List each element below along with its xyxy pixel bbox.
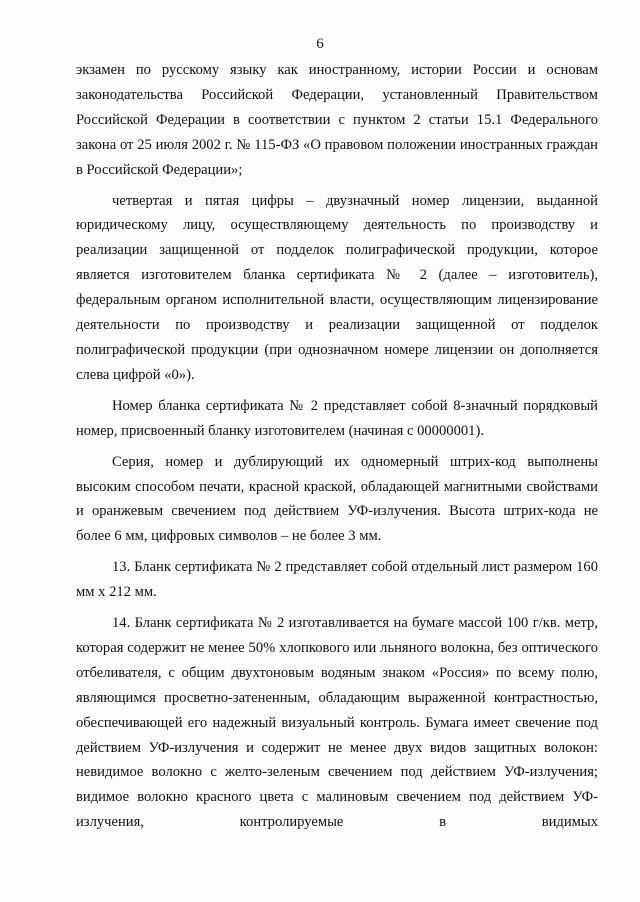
paragraph-exam-continuation: экзамен по русскому языку как иностранному, истории России и основам законодательства Российской Федерации, установленный Правительством Российской Федерации в соответствии с пунктом 2 статьи 15.1 Федерального закона от 25 июля 2002 г. № 115-ФЗ «О правовом положении иностранных граждан в Российской Федерации»; xyxy=(76,62,598,178)
paragraph-item-13: 13. Бланк сертификата № 2 представляет собой отдельный лист размером 160 мм x 212 мм. xyxy=(76,559,598,601)
document-body xyxy=(76,58,598,835)
page-number: 6 xyxy=(316,36,324,52)
paragraph-blank-number: Номер бланка сертификата № 2 представляет собой 8-значный порядковый номер, присвоенный бланку изготовителем (начиная с 00000001). xyxy=(76,397,598,439)
paragraph-barcode: Серия, номер и дублирующий их одномерный штрих-код выполнены высоким способом печати, красной краской, обладающей магнитными свойствами и оранжевым свечением под действием УФ-излучения. Высота штрих-кода не более 6 мм, цифровых символов – не более 3 мм. xyxy=(76,453,598,545)
paragraph-item-14: 14. Бланк сертификата № 2 изготавливается на бумаге массой 100 г/кв. метр, которая содержит не менее 50% хлопкового или льняного волокна, без оптического отбеливателя, с общим двухтоновым водяным знаком «Россия» по всему полю, являющимся просветно-затененным, обладающим выраженной контрастностью, обеспечивающей его надежный визуальный контроль. Бумага имеет свечение под действием УФ-излучения и содержит не менее двух видов защитных волокон: невидимое волокно с желто-зеленым свечением под действием УФ-излучения; видимое волокно красного цвета с малиновым свечением под действием УФ-излучения, контролируемые в видимых xyxy=(76,615,598,831)
paragraph-license-digits: четвертая и пятая цифры – двузначный номер лицензии, выданной юридическому лицу, осуществляющему деятельность по производству и реализации защищенной от подделок полиграфической продукции, которое является изготовителем бланка сертификата № 2 (далее – изготовитель), федеральным органом исполнительной власти, осуществляющим лицензирование деятельности по производству и реализации защищенной от подделок полиграфической продукции (при однозначном номере лицензии он дополняется слева цифрой «0»). xyxy=(76,192,598,383)
